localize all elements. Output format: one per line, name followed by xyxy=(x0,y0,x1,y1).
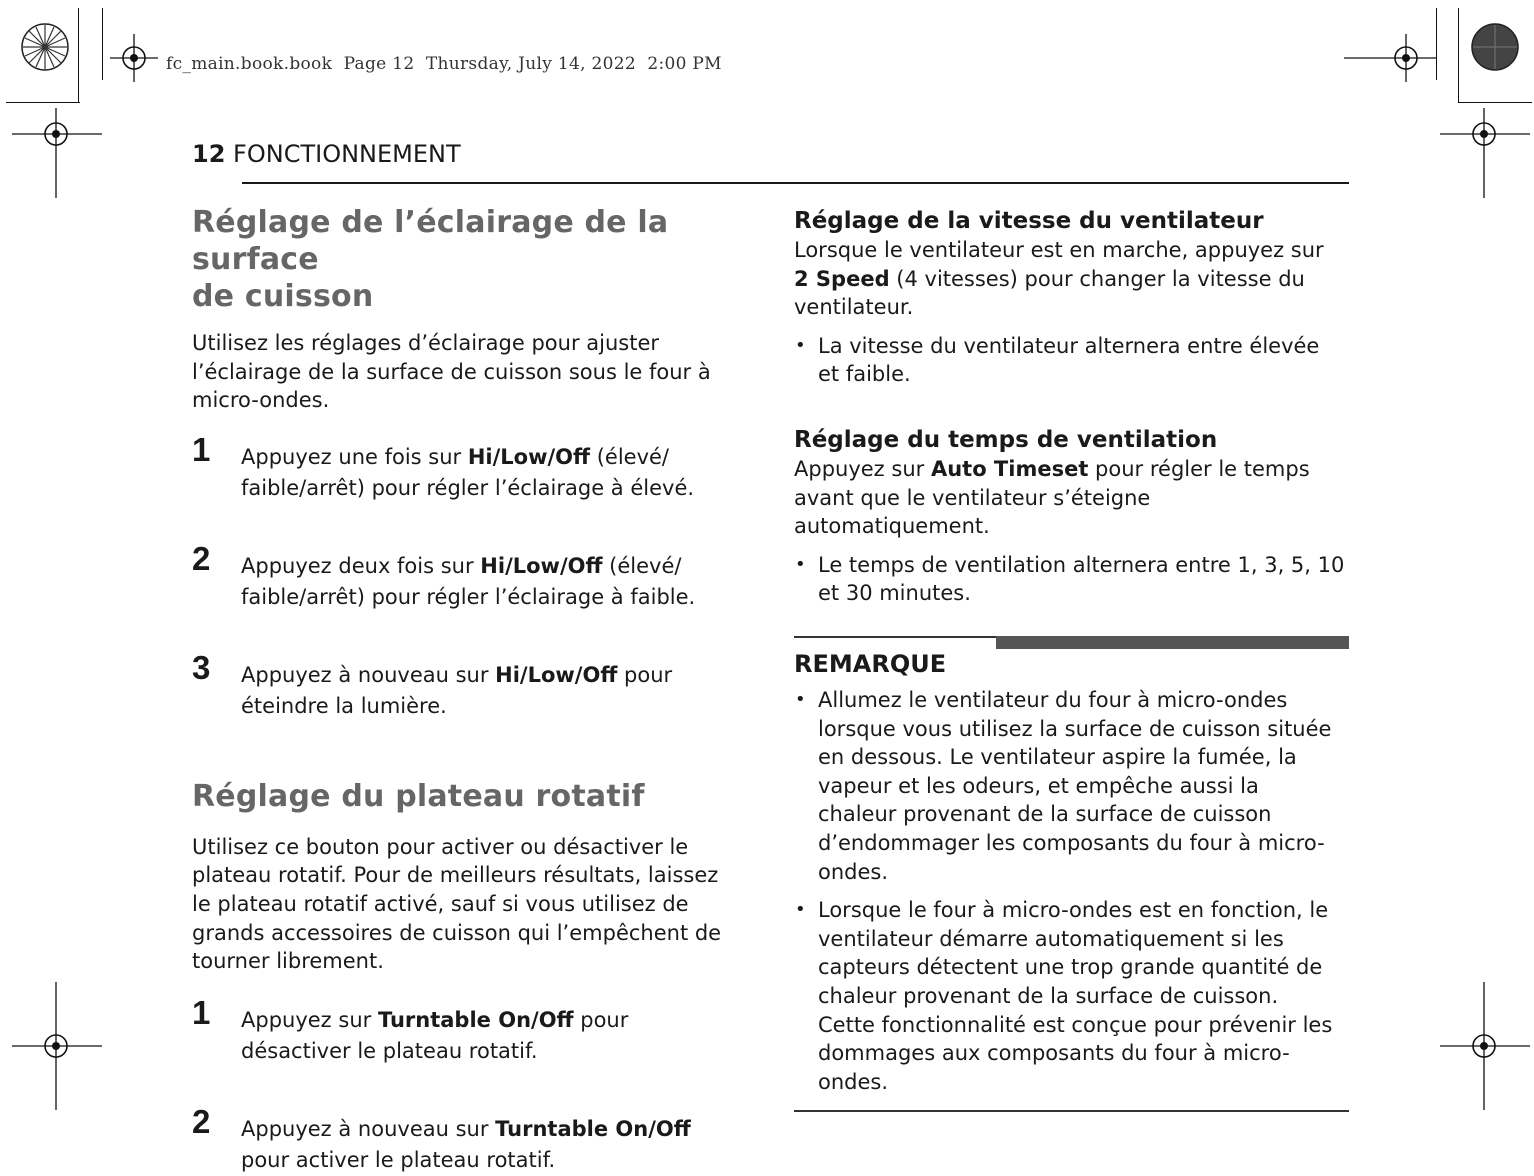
section-title-light: Réglage de l’éclairage de la surface de cuisson xyxy=(192,205,669,314)
step-number: 1 xyxy=(192,430,211,468)
note-rule xyxy=(794,636,996,638)
crosshair-icon xyxy=(1344,34,1436,82)
section-title-vent-time: Réglage du temps de ventilation xyxy=(794,426,1218,453)
light-step-2: 2 Appuyez deux fois sur Hi/Low/Off (élevé/ faible/arrêt) pour régler l’éclairage à faible. xyxy=(192,539,696,609)
fan-speed-bullets xyxy=(794,332,1350,389)
page-header xyxy=(192,140,461,168)
print-info-slug: fc_main.book.book Page 12 Thursday, July 14, 2022 2:00 PM xyxy=(166,54,722,74)
registration-target-icon xyxy=(18,20,72,74)
vent-time-text: Appuyez sur Auto Timeset pour régler le temps avant que le ventilateur s’éteigne automatiquement. xyxy=(794,456,1310,539)
crop-mark xyxy=(102,8,103,80)
right-column xyxy=(794,206,1350,608)
note-rule-bar xyxy=(996,636,1349,649)
crop-mark xyxy=(78,8,79,103)
left-column xyxy=(192,204,752,1176)
note-bottom-rule xyxy=(794,1110,1349,1112)
crop-mark xyxy=(1436,8,1437,80)
step-number: 2 xyxy=(192,539,211,577)
list-item: • La vitesse du ventilateur alternera entre élevée et faible. xyxy=(794,332,1350,389)
list-item: • Lorsque le four à micro-ondes est en fonction, le ventilateur démarre automatiquement si les capteurs détectent une trop grande quantité de chaleur provenant de la surface de cuisson. Cette fonctionnalité est conçue pour prévenir les dommages aux composants du four à micro- ondes. xyxy=(794,896,1354,1096)
crosshair-icon xyxy=(1440,982,1530,1110)
note-title: REMARQUE xyxy=(794,650,947,678)
fan-speed-text: Lorsque le ventilateur est en marche, appuyez sur 2 Speed (4 vitesses) pour changer la vitesse du ventilateur. xyxy=(794,238,1324,320)
vent-time-bullets xyxy=(794,551,1350,608)
crosshair-icon xyxy=(12,108,102,198)
step-number: 2 xyxy=(192,1102,211,1140)
step-number: 1 xyxy=(192,993,211,1031)
list-item: • Le temps de ventilation alternera entre 1, 3, 5, 10 et 30 minutes. xyxy=(794,551,1350,608)
light-step-1: 1 Appuyez une fois sur Hi/Low/Off (élevé/ faible/arrêt) pour régler l’éclairage à élevé. xyxy=(192,430,695,500)
turntable-step-2: 2 Appuyez à nouveau sur Turntable On/Off pour activer le plateau rotatif. xyxy=(192,1102,691,1172)
color-target-icon xyxy=(1468,20,1522,74)
turntable-step-1: 1 Appuyez sur Turntable On/Off pour désactiver le plateau rotatif. xyxy=(192,993,629,1063)
crop-mark xyxy=(6,102,80,103)
list-item: • Allumez le ventilateur du four à micro-ondes lorsque vous utilisez la surface de cuisson située en dessous. Le ventilateur aspire la fumée, la vapeur et les odeurs, et empêche aussi la chaleur provenant de la surface de cuisson d’endommager les composants du four à micro- ondes. xyxy=(794,686,1354,886)
light-step-3: 3 Appuyez à nouveau sur Hi/Low/Off pour éteindre la lumière. xyxy=(192,648,673,718)
crosshair-icon xyxy=(12,982,102,1110)
note-bullets xyxy=(794,686,1354,1096)
crosshair-icon xyxy=(110,34,158,82)
page-number: 12 xyxy=(192,140,226,168)
turntable-intro: Utilisez ce bouton pour activer ou désactiver le plateau rotatif. Pour de meilleurs résultats, laissez le plateau rotatif activé, sauf si vous utilisez de grands accessoires de cuisson qui l’empêchent de tourner librement. xyxy=(192,834,722,974)
crop-mark xyxy=(1458,8,1459,103)
section-title-fan-speed: Réglage de la vitesse du ventilateur xyxy=(794,208,1264,234)
light-intro: Utilisez les réglages d’éclairage pour ajuster l’éclairage de la surface de cuisson sous le four à micro-ondes. xyxy=(192,331,711,413)
step-number: 3 xyxy=(192,648,211,686)
header-rule xyxy=(242,182,1349,184)
page-section-title: FONCTIONNEMENT xyxy=(233,140,461,168)
crosshair-icon xyxy=(1440,108,1530,198)
section-title-turntable: Réglage du plateau rotatif xyxy=(192,778,645,814)
crop-mark xyxy=(1458,102,1532,103)
